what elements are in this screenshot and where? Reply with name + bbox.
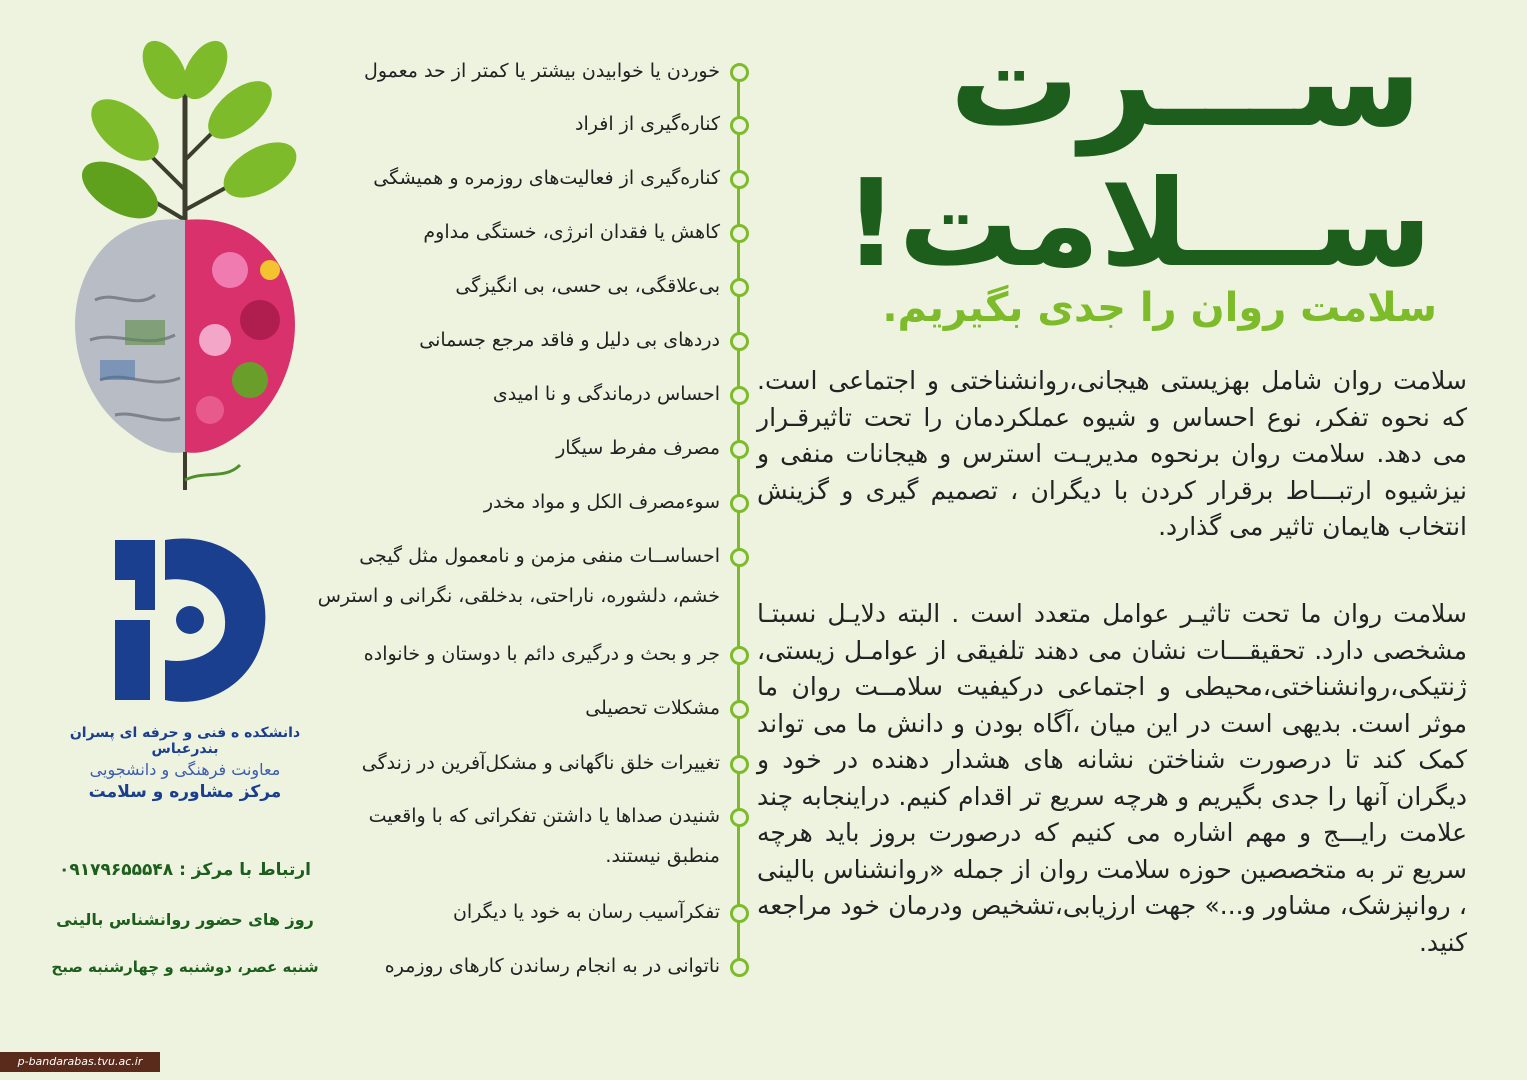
college-logo	[95, 530, 275, 720]
symptom-item: جر و بحث و درگیری دائم با دوستان و خانواده	[363, 643, 720, 665]
timeline-dot	[730, 63, 749, 82]
timeline-dot	[730, 440, 749, 459]
timeline-dot	[730, 958, 749, 977]
poster-title-line1: ســـرت	[949, 4, 1422, 156]
signs-text: دراینجابه چند علامت رایـــج و مهم اشاره می کنیم که درصورت بروز باید هرچه سریع تر به متخصصین حوزه سلامت روان از جمله «روانشناس بالینی ، روانپزشک، مشاور و...» جهت ارزیابی،تشخیص ودرمان خود مراجعه کنید.	[757, 781, 1467, 957]
timeline-dot	[730, 332, 749, 351]
center-name: مرکز مشاوره و سلامت	[88, 782, 282, 802]
symptom-item: کناره‌گیری از افراد	[575, 113, 720, 135]
symptom-item: احساس درماندگی و نا امیدی	[492, 383, 720, 405]
brain-plant-illustration	[55, 40, 315, 500]
factors-paragraph	[757, 596, 1467, 961]
symptom-item: کناره‌گیری از فعالیت‌های روزمره و همیشگی	[373, 167, 720, 189]
days-title: روز های حضور روانشناس بالینی	[56, 910, 314, 929]
intro-paragraph: سلامت روان شامل بهزیستی هیجانی،روانشناختی و اجتماعی است. که نحوه تفکر، نوع احساس و شیوه عملکردمان را تحت تاثیرقـرار می دهد. سلامت روان برنحوه مدیریـت استرس و هیجانات منفی و نیزشیوه ارتبـــاط برقرار کردن با دیگران ، تصمیم گیری و گزینش انتخاب هایمان تاثیر می گذارد.	[757, 366, 1467, 541]
timeline-dot	[730, 386, 749, 405]
timeline-dot	[730, 494, 749, 513]
symptom-item: ناتوانی در به انجام رساندن کارهای روزمره	[384, 955, 720, 977]
timeline-dot	[730, 548, 749, 567]
symptom-item: شنیدن صداها یا داشتن تفکراتی که با واقعیت	[368, 805, 720, 827]
timeline-dot	[730, 904, 749, 923]
factors-text: سلامت روان ما تحت تاثیـر عوامل متعدد است . البته دلایـل نسبتـا مشخصی دارد. تحقیقـــات نشان می دهند تلفیقی از عوامـل زیستی، ژنتیکی،روانشناختی،محیطی و اجتماعی درکیفیت سلامــت روان ما موثر است. بدیهی است در این میان ،آگاه بودن و دانش ما می تواند کمک کند تا درصورت شناختن نشانه های هشدار دهنده در خود و دیگران آنها را جدی بگیریم و هرچه سریع تر اقدام کنیم.	[757, 599, 1467, 811]
symptom-item: مشکلات تحصیلی	[585, 697, 720, 719]
symptom-item: بی‌علاقگی، بی حسی، بی انگیزگی	[455, 275, 720, 297]
symptom-item: مصرف مفرط سیگار	[556, 437, 720, 459]
timeline-line	[737, 70, 740, 970]
website-url[interactable]: p-bandarabas.tvu.ac.ir	[0, 1052, 160, 1072]
symptom-item: تفکرآسیب رسان به خود یا دیگران	[452, 901, 720, 923]
days-schedule: شنبه عصر، دوشنبه و چهارشنبه صبح	[51, 958, 319, 976]
timeline-dot	[730, 278, 749, 297]
symptom-item: دردهای بی دلیل و فاقد مرجع جسمانی	[419, 329, 720, 351]
symptom-item: سوءمصرف الکل و مواد مخدر	[483, 491, 720, 513]
symptom-item: منطبق نیستند.	[605, 845, 720, 867]
timeline-dot	[730, 116, 749, 135]
timeline-dot	[730, 755, 749, 774]
timeline-dot	[730, 224, 749, 243]
timeline-dot	[730, 646, 749, 665]
symptom-item: تغییرات خلق ناگهانی و مشکل‌آفرین در زندگی	[361, 752, 720, 774]
timeline-dot	[730, 700, 749, 719]
poster-subtitle: سلامت روان را جدی بگیریم.	[882, 285, 1437, 331]
timeline-dot	[730, 808, 749, 827]
symptom-item: خشم، دلشوره، ناراحتی، بدخلقی، نگرانی و استرس	[317, 585, 720, 607]
contact-phone: ارتباط با مرکز : ۰۹۱۷۹۶۵۵۵۴۸	[59, 860, 311, 880]
symptom-item: احساســات منفی مزمن و نامعمول مثل گیجی	[359, 545, 720, 567]
college-name: دانشکده ه فنی و حرفه ای پسران بندرعباس	[69, 725, 301, 757]
timeline-dot	[730, 170, 749, 189]
deputy-name: معاونت فرهنگی و دانشجویی	[89, 760, 281, 779]
poster-title-line2: ســـلامت!	[843, 155, 1432, 294]
symptom-item: کاهش یا فقدان انرژی، خستگی مداوم	[423, 221, 720, 243]
symptom-item: خوردن یا خوابیدن بیشتر یا کمتر از حد معمول	[364, 60, 720, 82]
